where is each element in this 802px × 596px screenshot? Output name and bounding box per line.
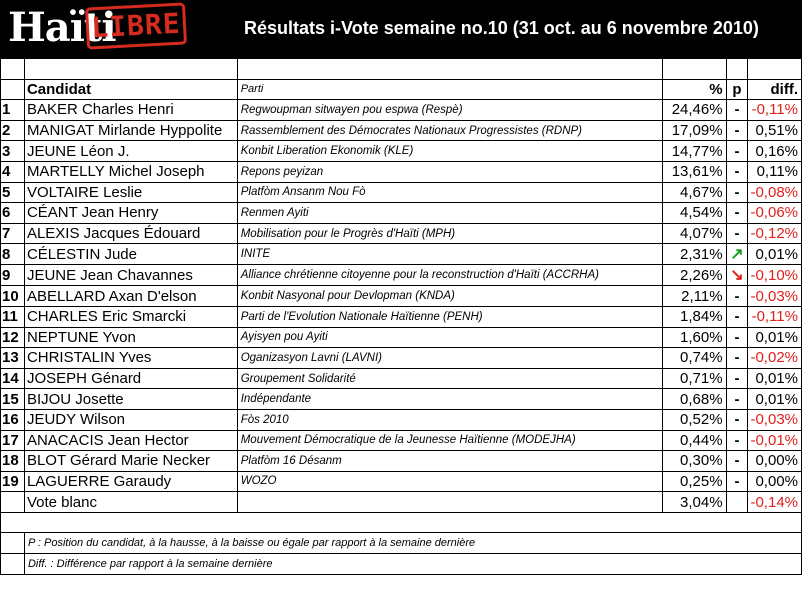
diff-value: -0,11% — [748, 100, 802, 121]
party-name: Oganizasyon Lavni (LAVNI) — [237, 348, 662, 369]
table-row — [1, 348, 802, 369]
party-name: Rassemblement des Démocrates Nationaux Progressistes (RDNP) — [237, 120, 662, 141]
dash-icon: - — [734, 411, 740, 429]
candidate-name: CHARLES Eric Smarcki — [24, 306, 237, 327]
table-row — [1, 286, 802, 307]
rank-number: 3 — [1, 141, 25, 162]
rank-number: 10 — [1, 286, 25, 307]
position-cell — [726, 223, 748, 244]
legend-row — [1, 533, 802, 554]
table-spacer-row — [1, 59, 802, 80]
diff-value: -0,10% — [748, 265, 802, 286]
dash-icon: - — [734, 183, 740, 201]
vote-percent: 2,31% — [662, 244, 726, 265]
candidate-name: JEUNE Léon J. — [24, 141, 237, 162]
position-cell — [726, 430, 748, 451]
position-cell — [726, 244, 748, 265]
legend-diff-note: Diff. : Différence par rapport à la semaine dernière — [24, 554, 801, 575]
table-row — [1, 368, 802, 389]
rank-number: 16 — [1, 409, 25, 430]
legend-row — [1, 554, 802, 575]
table-row — [1, 265, 802, 286]
dash-icon: - — [734, 472, 740, 490]
header-percent: % — [662, 79, 726, 100]
candidate-name: MARTELLY Michel Joseph — [24, 161, 237, 182]
legend-position-note: P : Position du candidat, à la hausse, à la baisse ou égale par rapport à la semaine dernière — [24, 533, 801, 554]
diff-value: -0,11% — [748, 306, 802, 327]
dash-icon: - — [734, 370, 740, 388]
rank-number: 4 — [1, 161, 25, 182]
page-title: Résultats i-Vote semaine no.10 (31 oct. au 6 novembre 2010) — [244, 18, 759, 38]
diff-value: 0,16% — [748, 141, 802, 162]
candidate-name: BLOT Gérard Marie Necker — [24, 451, 237, 472]
candidate-name: BAKER Charles Henri — [24, 100, 237, 121]
table-row — [1, 161, 802, 182]
candidate-name: JOSEPH Génard — [24, 368, 237, 389]
dash-icon: - — [734, 452, 740, 470]
position-cell — [726, 182, 748, 203]
table-row — [1, 182, 802, 203]
candidate-name: JEUDY Wilson — [24, 409, 237, 430]
diff-value: 0,01% — [748, 389, 802, 410]
results-table — [0, 58, 802, 575]
vote-percent: 2,11% — [662, 286, 726, 307]
diff-value: 0,01% — [748, 327, 802, 348]
rank-number: 5 — [1, 182, 25, 203]
candidate-name: CÉANT Jean Henry — [24, 203, 237, 224]
diff-value: 0,01% — [748, 244, 802, 265]
vote-percent: 17,09% — [662, 120, 726, 141]
rank-number: 18 — [1, 451, 25, 472]
dash-icon: - — [734, 349, 740, 367]
dash-icon: - — [734, 431, 740, 449]
diff-value: 0,01% — [748, 368, 802, 389]
position-cell — [726, 120, 748, 141]
diff-value: -0,03% — [748, 286, 802, 307]
dash-icon: - — [734, 328, 740, 346]
vote-percent: 24,46% — [662, 100, 726, 121]
header-position: p — [726, 79, 748, 100]
diff-value: -0,08% — [748, 182, 802, 203]
header-banner — [0, 0, 802, 58]
rank-number: 19 — [1, 471, 25, 492]
party-name: Konbit Nasyonal pour Devlopman (KNDA) — [237, 286, 662, 307]
position-cell — [726, 471, 748, 492]
table-row — [1, 327, 802, 348]
rank-number: 17 — [1, 430, 25, 451]
party-name: Groupement Solidarité — [237, 368, 662, 389]
position-cell — [726, 265, 748, 286]
candidate-name: JEUNE Jean Chavannes — [24, 265, 237, 286]
table-spacer-row — [1, 512, 802, 533]
party-name: Platfòm Ansanm Nou Fò — [237, 182, 662, 203]
candidate-name: LAGUERRE Garaudy — [24, 471, 237, 492]
blank-vote-diff: -0,14% — [748, 492, 802, 513]
table-header-row — [1, 79, 802, 100]
position-cell — [726, 286, 748, 307]
table-row — [1, 100, 802, 121]
rank-number: 6 — [1, 203, 25, 224]
party-name: Fòs 2010 — [237, 409, 662, 430]
party-name: Indépendante — [237, 389, 662, 410]
rank-number: 9 — [1, 265, 25, 286]
table-row — [1, 430, 802, 451]
table-row — [1, 389, 802, 410]
party-name: WOZO — [237, 471, 662, 492]
table-row — [1, 451, 802, 472]
vote-percent: 14,77% — [662, 141, 726, 162]
rank-number: 2 — [1, 120, 25, 141]
table-row — [1, 244, 802, 265]
rank-number: 13 — [1, 348, 25, 369]
candidate-name: VOLTAIRE Leslie — [24, 182, 237, 203]
table-row — [1, 471, 802, 492]
diff-value: 0,11% — [748, 161, 802, 182]
table-row — [1, 141, 802, 162]
dash-icon: - — [734, 204, 740, 222]
party-name: Parti de l'Evolution Nationale Haïtienne (PENH) — [237, 306, 662, 327]
vote-percent: 0,74% — [662, 348, 726, 369]
blank-vote-label: Vote blanc — [24, 492, 237, 513]
vote-percent: 2,26% — [662, 265, 726, 286]
position-cell — [726, 348, 748, 369]
position-cell — [726, 203, 748, 224]
table-row — [1, 409, 802, 430]
position-cell — [726, 141, 748, 162]
candidate-name: ANACACIS Jean Hector — [24, 430, 237, 451]
diff-value: -0,12% — [748, 223, 802, 244]
vote-percent: 0,68% — [662, 389, 726, 410]
diff-value: 0,00% — [748, 451, 802, 472]
position-cell — [726, 451, 748, 472]
arrow-down-icon: ↘ — [730, 267, 744, 285]
position-cell — [726, 368, 748, 389]
vote-percent: 0,44% — [662, 430, 726, 451]
party-name: INITE — [237, 244, 662, 265]
dash-icon: - — [734, 122, 740, 140]
blank-vote-row — [1, 492, 802, 513]
rank-number: 11 — [1, 306, 25, 327]
candidate-name: NEPTUNE Yvon — [24, 327, 237, 348]
diff-value: 0,51% — [748, 120, 802, 141]
party-name: Repons peyizan — [237, 161, 662, 182]
rank-number: 8 — [1, 244, 25, 265]
vote-percent: 1,60% — [662, 327, 726, 348]
dash-icon: - — [734, 287, 740, 305]
party-name: Regwoupman sitwayen pou espwa (Respè) — [237, 100, 662, 121]
diff-value: 0,00% — [748, 471, 802, 492]
party-name: Platfòm 16 Désanm — [237, 451, 662, 472]
vote-percent: 4,67% — [662, 182, 726, 203]
vote-percent: 0,25% — [662, 471, 726, 492]
header-parti: Parti — [237, 79, 662, 100]
dash-icon: - — [734, 225, 740, 243]
candidate-name: ABELLARD Axan D'elson — [24, 286, 237, 307]
party-name: Renmen Ayiti — [237, 203, 662, 224]
party-name: Mouvement Démocratique de la Jeunesse Haïtienne (MODEJHA) — [237, 430, 662, 451]
dash-icon: - — [734, 101, 740, 119]
rank-number: 15 — [1, 389, 25, 410]
rank-number: 14 — [1, 368, 25, 389]
dash-icon: - — [734, 142, 740, 160]
vote-percent: 13,61% — [662, 161, 726, 182]
header-candidat: Candidat — [24, 79, 237, 100]
party-name: Ayisyen pou Ayiti — [237, 327, 662, 348]
position-cell — [726, 161, 748, 182]
position-cell — [726, 327, 748, 348]
diff-value: -0,03% — [748, 409, 802, 430]
rank-number: 7 — [1, 223, 25, 244]
vote-percent: 0,71% — [662, 368, 726, 389]
party-name: Konbit Liberation Ekonomik (KLE) — [237, 141, 662, 162]
table-row — [1, 203, 802, 224]
candidate-name: CHRISTALIN Yves — [24, 348, 237, 369]
vote-percent: 4,54% — [662, 203, 726, 224]
diff-value: -0,06% — [748, 203, 802, 224]
diff-value: -0,01% — [748, 430, 802, 451]
vote-percent: 4,07% — [662, 223, 726, 244]
dash-icon: - — [734, 308, 740, 326]
diff-value: -0,02% — [748, 348, 802, 369]
table-row — [1, 223, 802, 244]
position-cell — [726, 100, 748, 121]
position-cell — [726, 409, 748, 430]
vote-percent: 0,30% — [662, 451, 726, 472]
position-cell — [726, 389, 748, 410]
candidate-name: ALEXIS Jacques Édouard — [24, 223, 237, 244]
blank-vote-percent: 3,04% — [662, 492, 726, 513]
party-name: Alliance chrétienne citoyenne pour la reconstruction d'Haïti (ACCRHA) — [237, 265, 662, 286]
party-name: Mobilisation pour le Progrès d'Haïti (MPH) — [237, 223, 662, 244]
candidate-name: CÉLESTIN Jude — [24, 244, 237, 265]
logo-haiti: Haïti — [8, 4, 116, 51]
rank-number: 1 — [1, 100, 25, 121]
dash-icon: - — [734, 390, 740, 408]
table-row — [1, 120, 802, 141]
vote-percent: 0,52% — [662, 409, 726, 430]
position-cell — [726, 306, 748, 327]
vote-percent: 1,84% — [662, 306, 726, 327]
dash-icon: - — [734, 163, 740, 181]
table-row — [1, 306, 802, 327]
logo-libre-stamp: LIBRE — [85, 2, 187, 49]
candidate-name: BIJOU Josette — [24, 389, 237, 410]
arrow-up-icon: ↗ — [730, 246, 744, 264]
candidate-name: MANIGAT Mirlande Hyppolite — [24, 120, 237, 141]
rank-number: 12 — [1, 327, 25, 348]
header-diff: diff. — [748, 79, 802, 100]
